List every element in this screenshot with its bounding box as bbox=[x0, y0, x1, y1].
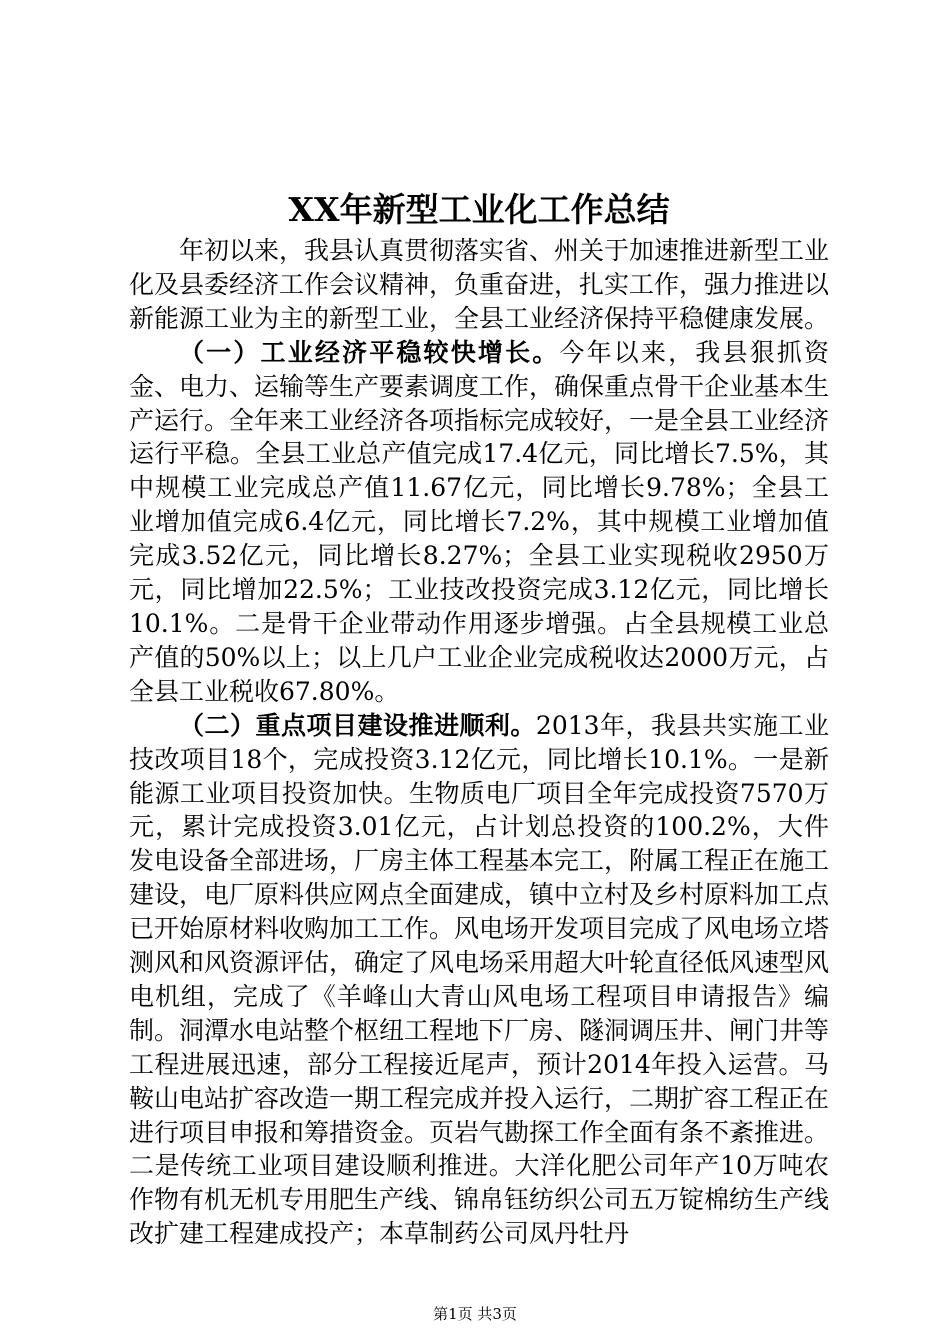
section-1-heading: （一）工业经济平稳较快增长。 bbox=[179, 337, 560, 367]
section-1-body: 今年以来，我县狠抓资金、电力、运输等生产要素调度工作，确保重点骨干企业基本生产运行。全年来工业经济各项指标完成较好，一是全县工业经济运行平稳。全县工业总产值完成17.4亿元，同比增长7.5%，其中规模工业完成总产值11.67亿元，同比增长9.78%；全县工业增加值完成6.4亿元，同比增长7.2%，其中规模工业增加值完成3.52亿元，同比增长8.27%；全县工业实现税收2950万元，同比增加22.5%；工业技改投资完成3.12亿元，同比增长10.1%。二是骨干企业带动作用逐步增强。占全县规模工业总产值的50%以上；以上几户工业企业完成税收达2000万元，占全县工业税收67.80%。 bbox=[129, 337, 830, 706]
section-2-heading: （二）重点项目建设推进顺利。 bbox=[179, 710, 536, 740]
document-body bbox=[129, 186, 829, 1251]
intro-paragraph: 年初以来，我县认真贯彻落实省、州关于加速推进新型工业化及县委经济工作会议精神，负重奋进，扎实工作，强力推进以新能源工业为主的新型工业，全县工业经济保持平稳健康发展。 bbox=[129, 236, 830, 333]
section-2-body: 2013年，我县共实施工业技改项目18个，完成投资3.12亿元，同比增长10.1%。一是新能源工业项目投资加快。生物质电厂项目全年完成投资7570万元，累计完成投资3.01亿元，占计划总投资的100.2%，大件发电设备全部进场，厂房主体工程基本完工，附属工程正在施工建设，电厂原料供应网点全面建成，镇中立村及乡村原料加工点已开始原材料收购加工工作。风电场开发项目完成了风电场立塔测风和风资源评估，确定了风电场采用超大叶轮直径低风速型风电机组，完成了《羊峰山大青山风电场工程项目申请报告》编制。洞潭水电站整个枢纽工程地下厂房、隧洞调压井、闸门井等工程进展迅速，部分工程接近尾声，预计2014年投入运营。马鞍山电站扩容改造一期工程完成并投入运行，二期扩容工程正在进行项目申报和筹措资金。页岩气勘探工作全面有条不紊推进。二是传统工业项目建设顺利推进。大洋化肥公司年产10万吨农作物有机无机专用肥生产线、锦帛钰纺织公司五万锭棉纺生产线改扩建工程建成投产；本草制药公司凤丹牡丹 bbox=[129, 710, 830, 1249]
section-2-paragraph bbox=[129, 709, 829, 1252]
page-number-footer: 第1页 共3页 bbox=[433, 1305, 517, 1323]
document-title: XX年新型工业化工作总结 bbox=[288, 190, 670, 229]
section-1-paragraph bbox=[129, 336, 829, 709]
